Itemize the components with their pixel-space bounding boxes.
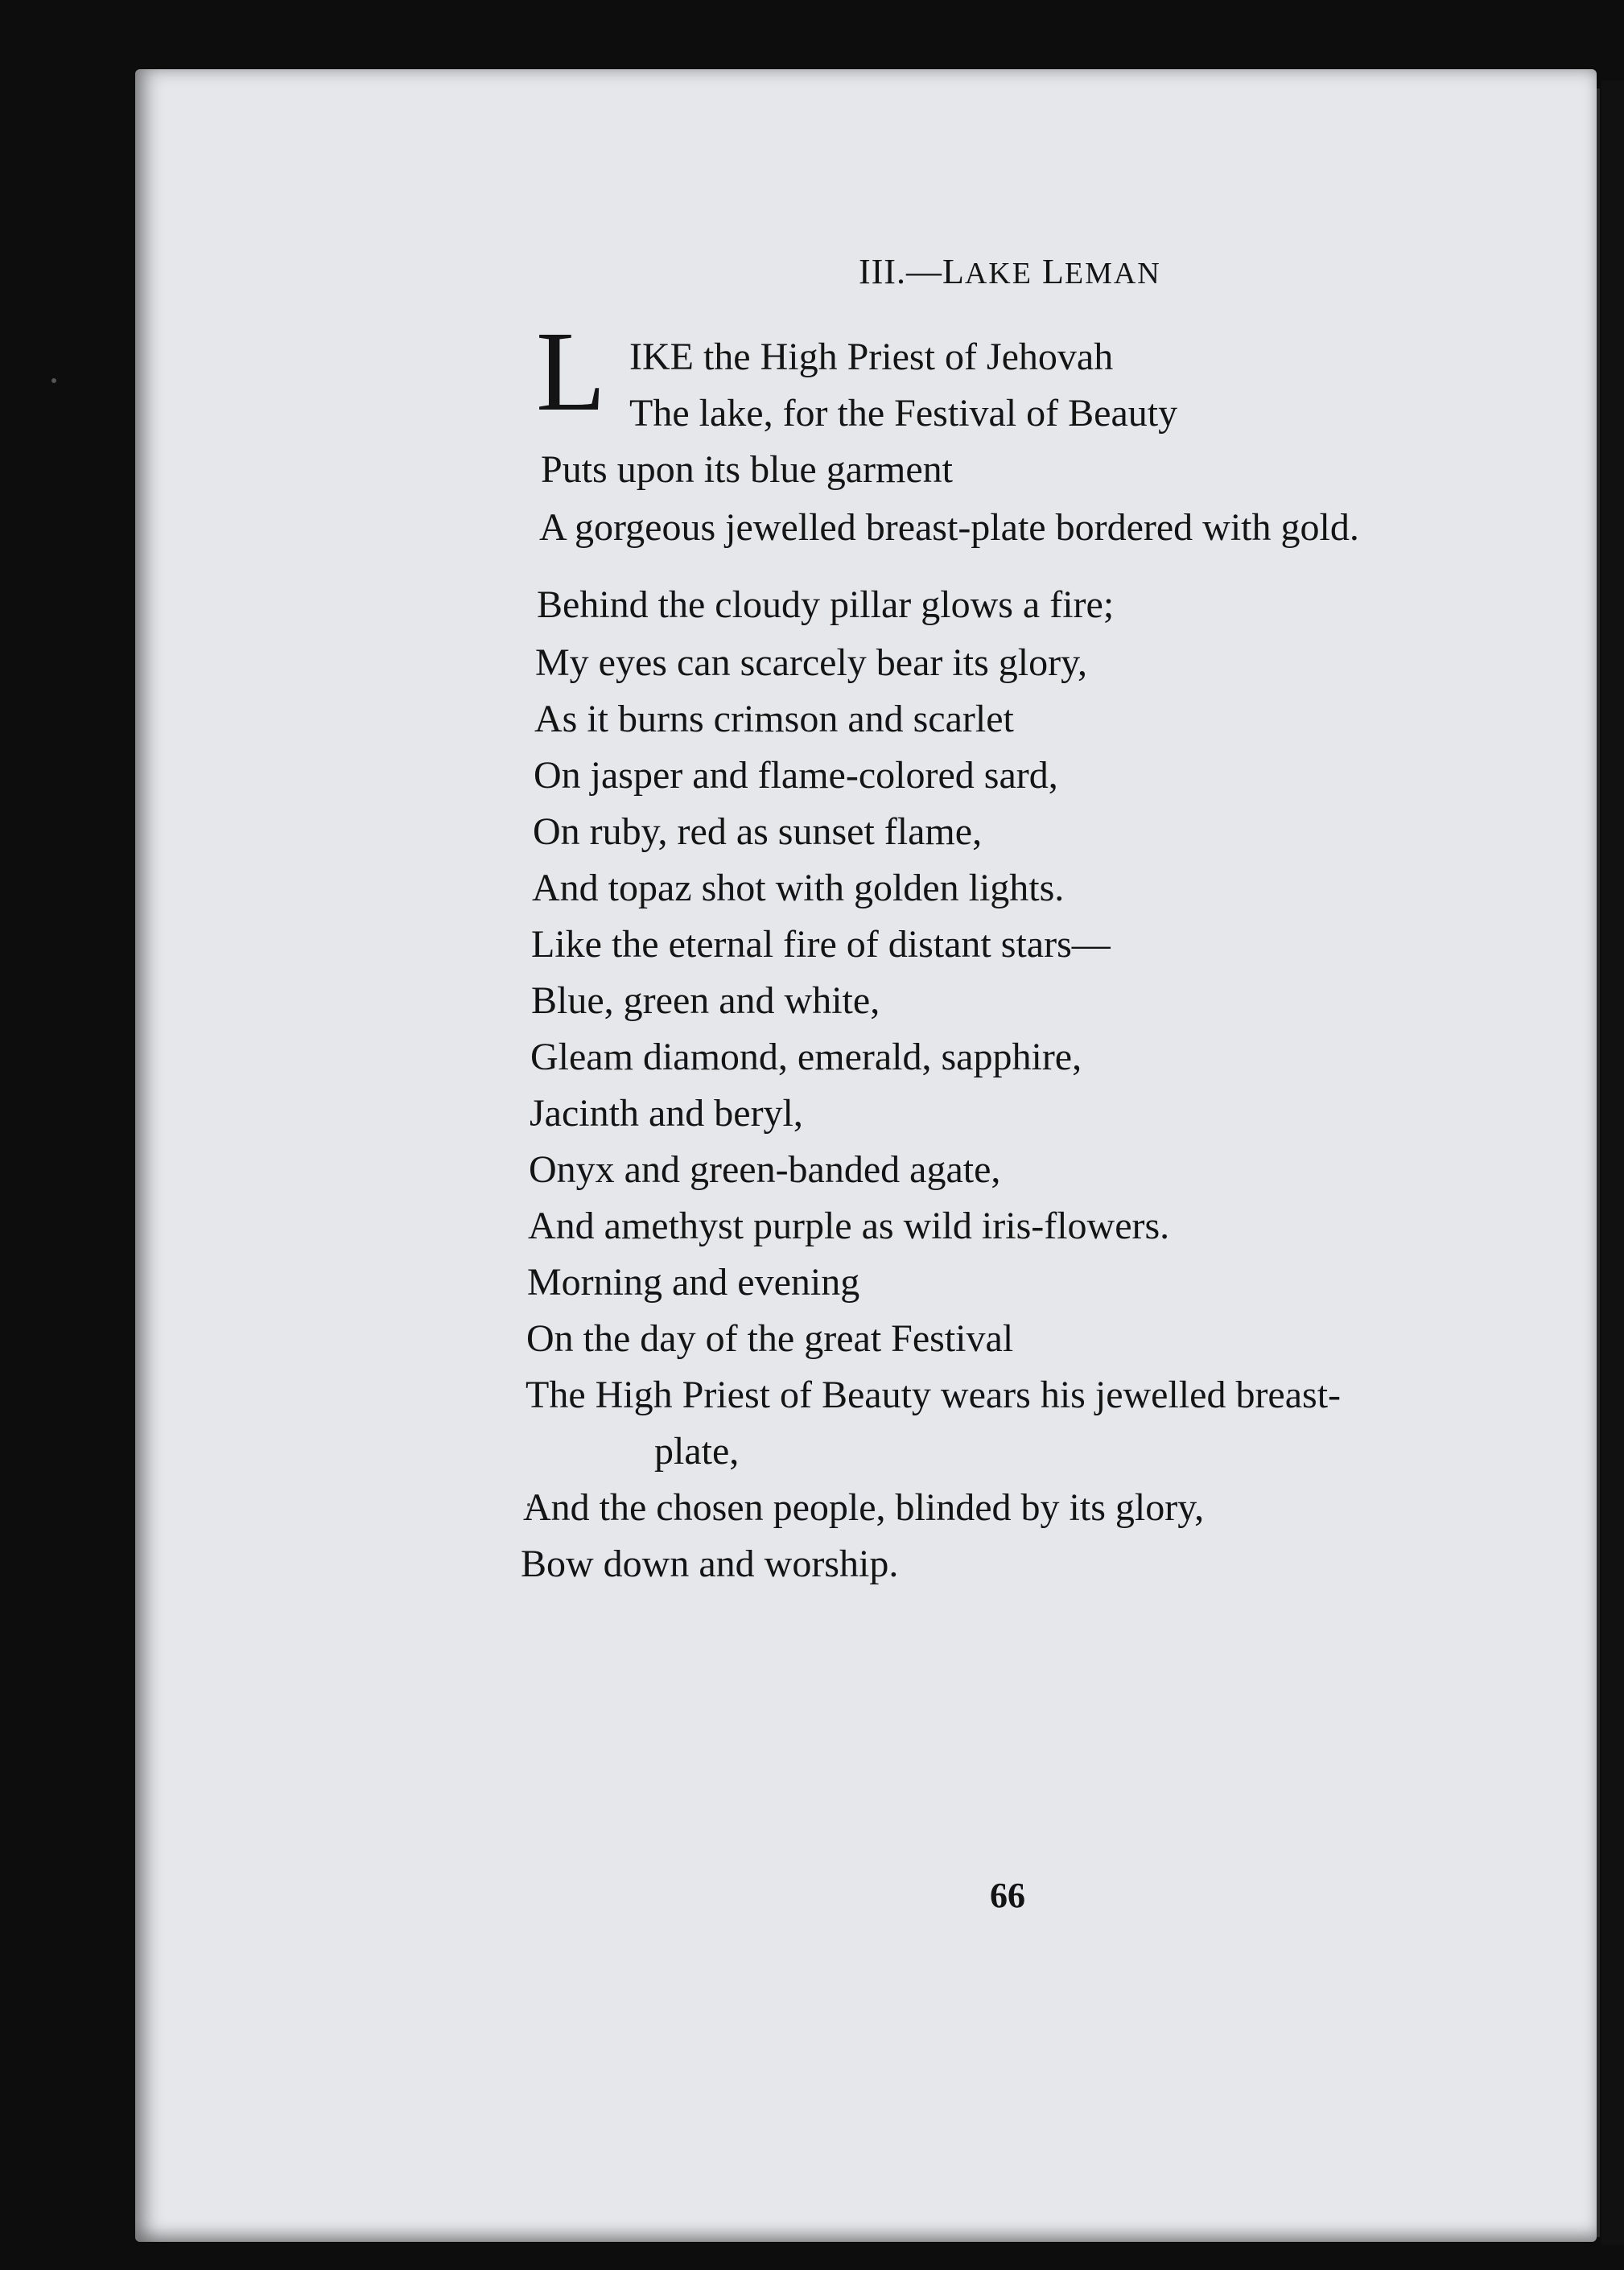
poem-line: On the day of the great Festival (526, 1317, 1014, 1360)
adjacent-page-strip (1601, 80, 1624, 2245)
scan-speck (52, 378, 56, 383)
page-edge (1597, 89, 1600, 2237)
poem-heading (859, 251, 1161, 292)
heading-smallcaps: AKE (964, 257, 1033, 290)
poem-line: And topaz shot with golden lights. (532, 867, 1065, 909)
poem-line: The lake, for the Festival of Beauty (629, 392, 1178, 435)
poem-line: Behind the cloudy pillar glows a fire; (537, 583, 1115, 626)
poem-line: On ruby, red as sunset flame, (533, 810, 983, 853)
poem-line: And amethyst purple as wild iris-flowers. (528, 1205, 1170, 1247)
poem-line: Onyx and green-banded agate, (529, 1148, 1001, 1191)
heading-cap: L (1041, 252, 1065, 291)
drop-cap: L (536, 307, 606, 435)
poem-line: My eyes can scarcely bear its glory, (535, 641, 1087, 684)
poem-line: As it burns crimson and scarlet (534, 698, 1014, 740)
heading-cap: L (942, 252, 965, 291)
heading-smallcaps: EMAN (1064, 257, 1161, 290)
heading-numeral: III.— (859, 252, 942, 291)
poem-line: The High Priest of Beauty wears his jewelled breast- (526, 1374, 1342, 1416)
poem-line: Puts upon its blue garment (541, 448, 953, 491)
poem-line: And the chosen people, blinded by its glory, (523, 1486, 1205, 1529)
poem-line-continuation: plate, (654, 1430, 740, 1473)
poem-line: Blue, green and white, (531, 979, 880, 1022)
poem-line: Morning and evening (527, 1261, 860, 1304)
poem-line: Like the eternal fire of distant stars— (531, 923, 1111, 966)
poem-line: Bow down and worship. (521, 1543, 899, 1585)
poem-line: On jasper and flame-colored sard, (534, 754, 1058, 797)
poem-line: Jacinth and beryl, (530, 1092, 803, 1135)
page-number: 66 (990, 1876, 1025, 1915)
poem-line: IKE the High Priest of Jehovah (629, 336, 1114, 378)
poem-line: A gorgeous jewelled breast-plate bordered with gold. (539, 506, 1359, 549)
poem-line: Gleam diamond, emerald, sapphire, (530, 1036, 1082, 1078)
